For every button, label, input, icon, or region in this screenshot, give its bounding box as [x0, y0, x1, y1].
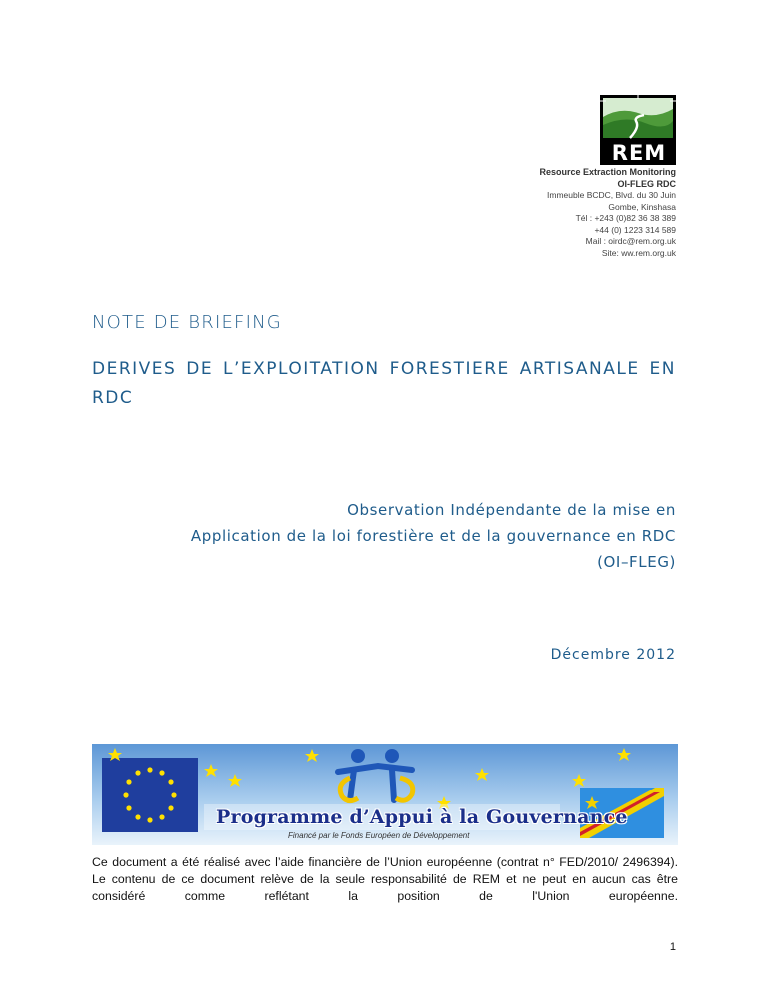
document-subtitle	[116, 497, 676, 575]
org-sub: OI-FLEG RDC	[617, 178, 676, 189]
disclaimer-text: Ce document a été réalisé avec l’aide financière de l’Union européenne (contrat n° FED/2010/ 2496394). Le contenu de ce document relève de la seule responsabilité de REM et ne peut en aucun cas être considéré comme reflétant la position de l'Union européenne.	[92, 855, 678, 903]
page-number: 1	[669, 941, 676, 953]
org-name: Resource Extraction Monitoring	[539, 167, 676, 177]
document-title: DERIVES DE L’EXPLOITATION FORESTIERE ARTISANALE EN RDC	[92, 359, 676, 408]
banner-title: Programme d’Appui à la Gouvernance	[216, 806, 628, 828]
subtitle-line: (OI–FLEG)	[597, 553, 676, 571]
document-date: Décembre 2012	[550, 647, 676, 663]
site-line: Site: ww.rem.org.uk	[601, 247, 676, 258]
organization-address	[539, 167, 676, 259]
subtitle-line: Observation Indépendante de la mise en	[347, 501, 676, 519]
eu-flag-icon	[102, 758, 198, 832]
banner-subtitle: Financé par le Fonds Européen de Développement	[288, 831, 470, 840]
banner-graphic	[92, 744, 678, 845]
phone-line: Tél : +243 (0)82 36 38 389	[575, 213, 676, 223]
document-type: NOTE DE BRIEFING	[92, 312, 282, 333]
phone-line: +44 (0) 1223 314 589	[594, 224, 676, 235]
address-line: Immeuble BCDC, Blvd. du 30 Juin	[547, 190, 676, 200]
subtitle-line: Application de la loi forestière et de la gouvernance en RDC	[190, 527, 676, 545]
address-line: Gombe, Kinshasa	[608, 201, 676, 212]
mail-line: Mail : oirdc@rem.org.uk	[585, 236, 676, 246]
logo-text: REM	[611, 141, 667, 165]
program-banner	[92, 744, 678, 845]
